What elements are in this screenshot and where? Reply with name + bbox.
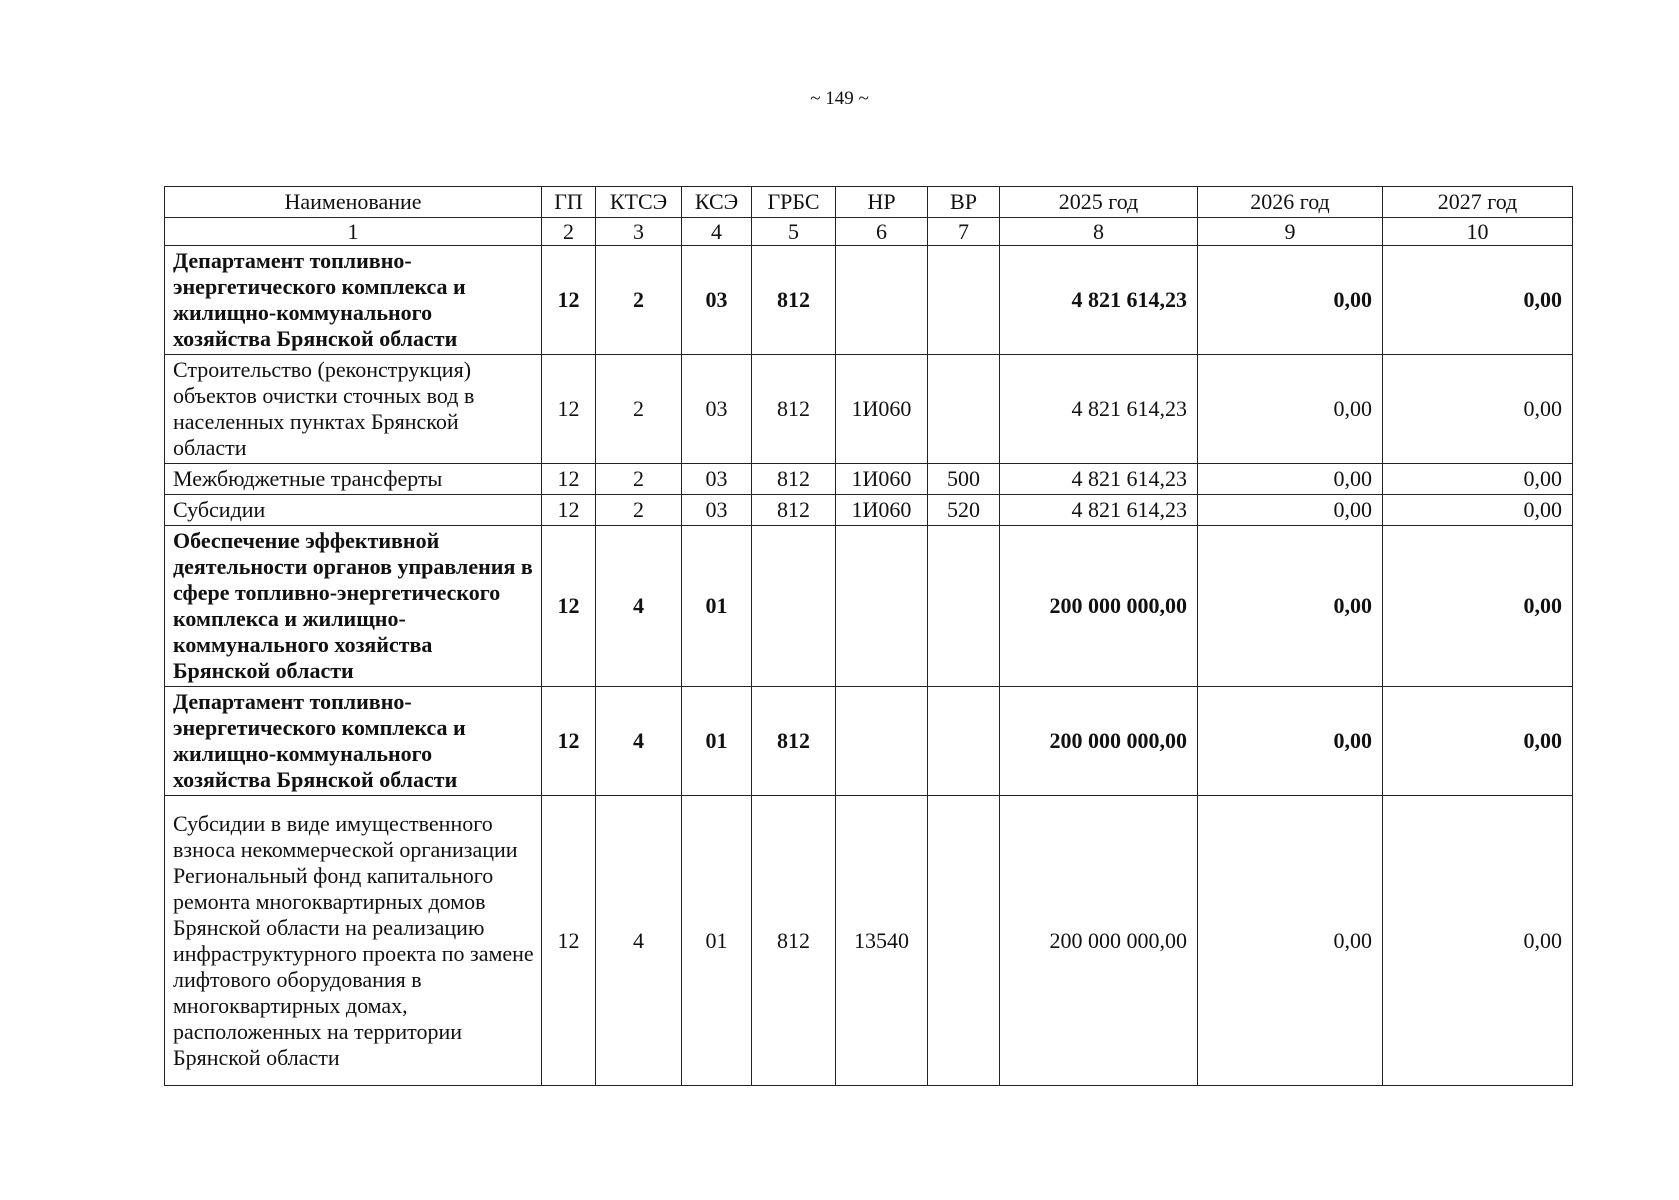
header-gp: ГП	[542, 187, 596, 218]
header-grbs: ГРБС	[752, 187, 836, 218]
header-nr: НР	[836, 187, 928, 218]
header-vr: ВР	[928, 187, 1000, 218]
row-2025: 4 821 614,23	[1000, 246, 1198, 355]
row-nr: 1И060	[836, 355, 928, 464]
row-2025: 4 821 614,23	[1000, 495, 1198, 526]
row-ktse: 4	[596, 687, 682, 796]
row-ktse: 2	[596, 495, 682, 526]
row-ktse: 2	[596, 355, 682, 464]
row-name: Межбюджетные трансферты	[165, 464, 542, 495]
row-vr	[928, 526, 1000, 687]
table-row	[165, 796, 1573, 1086]
page-number: ~ 149 ~	[810, 88, 869, 109]
budget-table	[164, 186, 1573, 1086]
row-ktse: 4	[596, 796, 682, 1086]
row-name: Департамент топливно-энергетического комплекса и жилищно-коммунального хозяйства Брянской области	[165, 687, 542, 796]
row-name: Строительство (реконструкция) объектов очистки сточных вод в населенных пунктах Брянской области	[165, 355, 542, 464]
row-2026: 0,00	[1198, 526, 1383, 687]
row-ktse: 2	[596, 246, 682, 355]
row-2027: 0,00	[1383, 796, 1573, 1086]
row-name: Обеспечение эффективной деятельности органов управления в сфере топливно-энергетического комплекса и жилищно-коммунального хозяйства Брянской области	[165, 526, 542, 687]
row-2025: 200 000 000,00	[1000, 526, 1198, 687]
column-number: 10	[1383, 218, 1573, 246]
column-number: 1	[165, 218, 542, 246]
row-grbs: 812	[752, 246, 836, 355]
row-kse: 01	[682, 796, 752, 1086]
header-ktse: КТСЭ	[596, 187, 682, 218]
row-2027: 0,00	[1383, 687, 1573, 796]
table-row	[165, 526, 1573, 687]
column-number: 7	[928, 218, 1000, 246]
row-kse: 03	[682, 246, 752, 355]
row-grbs: 812	[752, 355, 836, 464]
row-nr: 13540	[836, 796, 928, 1086]
row-grbs: 812	[752, 687, 836, 796]
row-name: Департамент топливно-энергетического комплекса и жилищно-коммунального хозяйства Брянской области	[165, 246, 542, 355]
row-kse: 03	[682, 495, 752, 526]
row-name: Субсидии в виде имущественного взноса некоммерческой организации Региональный фонд капитального ремонта многоквартирных домов Брянской области на реализацию инфраструктурного проекта по замене лифтового оборудования в многоквартирных домах, расположенных на территории Брянской области	[165, 796, 542, 1086]
row-kse: 03	[682, 464, 752, 495]
column-number: 2	[542, 218, 596, 246]
row-2027: 0,00	[1383, 355, 1573, 464]
row-2026: 0,00	[1198, 796, 1383, 1086]
row-2025: 4 821 614,23	[1000, 464, 1198, 495]
row-vr	[928, 246, 1000, 355]
header-name: Наименование	[165, 187, 542, 218]
column-number-row	[165, 218, 1573, 246]
table-row	[165, 246, 1573, 355]
row-2026: 0,00	[1198, 246, 1383, 355]
row-2026: 0,00	[1198, 495, 1383, 526]
table-row	[165, 495, 1573, 526]
row-gp: 12	[542, 495, 596, 526]
row-vr	[928, 355, 1000, 464]
table-row	[165, 464, 1573, 495]
column-number: 4	[682, 218, 752, 246]
row-2026: 0,00	[1198, 355, 1383, 464]
header-2026: 2026 год	[1198, 187, 1383, 218]
row-ktse: 2	[596, 464, 682, 495]
row-nr: 1И060	[836, 464, 928, 495]
table-row	[165, 355, 1573, 464]
header-row	[165, 187, 1573, 218]
row-nr	[836, 687, 928, 796]
header-kse: КСЭ	[682, 187, 752, 218]
row-gp: 12	[542, 464, 596, 495]
column-number: 5	[752, 218, 836, 246]
row-2027: 0,00	[1383, 246, 1573, 355]
row-gp: 12	[542, 796, 596, 1086]
row-nr: 1И060	[836, 495, 928, 526]
row-name: Субсидии	[165, 495, 542, 526]
row-grbs: 812	[752, 796, 836, 1086]
table-row	[165, 687, 1573, 796]
row-2027: 0,00	[1383, 464, 1573, 495]
row-kse: 01	[682, 687, 752, 796]
row-2027: 0,00	[1383, 526, 1573, 687]
row-nr	[836, 526, 928, 687]
row-2025: 4 821 614,23	[1000, 355, 1198, 464]
row-gp: 12	[542, 687, 596, 796]
column-number: 3	[596, 218, 682, 246]
column-number: 9	[1198, 218, 1383, 246]
row-nr	[836, 246, 928, 355]
row-ktse: 4	[596, 526, 682, 687]
row-kse: 03	[682, 355, 752, 464]
row-grbs: 812	[752, 495, 836, 526]
row-vr	[928, 687, 1000, 796]
row-2027: 0,00	[1383, 495, 1573, 526]
row-2025: 200 000 000,00	[1000, 687, 1198, 796]
row-2026: 0,00	[1198, 687, 1383, 796]
row-grbs	[752, 526, 836, 687]
header-2025: 2025 год	[1000, 187, 1198, 218]
row-vr	[928, 796, 1000, 1086]
row-vr: 520	[928, 495, 1000, 526]
column-number: 8	[1000, 218, 1198, 246]
row-2026: 0,00	[1198, 464, 1383, 495]
row-kse: 01	[682, 526, 752, 687]
row-2025: 200 000 000,00	[1000, 796, 1198, 1086]
row-vr: 500	[928, 464, 1000, 495]
row-gp: 12	[542, 526, 596, 687]
header-2027: 2027 год	[1383, 187, 1573, 218]
row-grbs: 812	[752, 464, 836, 495]
row-gp: 12	[542, 246, 596, 355]
row-gp: 12	[542, 355, 596, 464]
column-number: 6	[836, 218, 928, 246]
